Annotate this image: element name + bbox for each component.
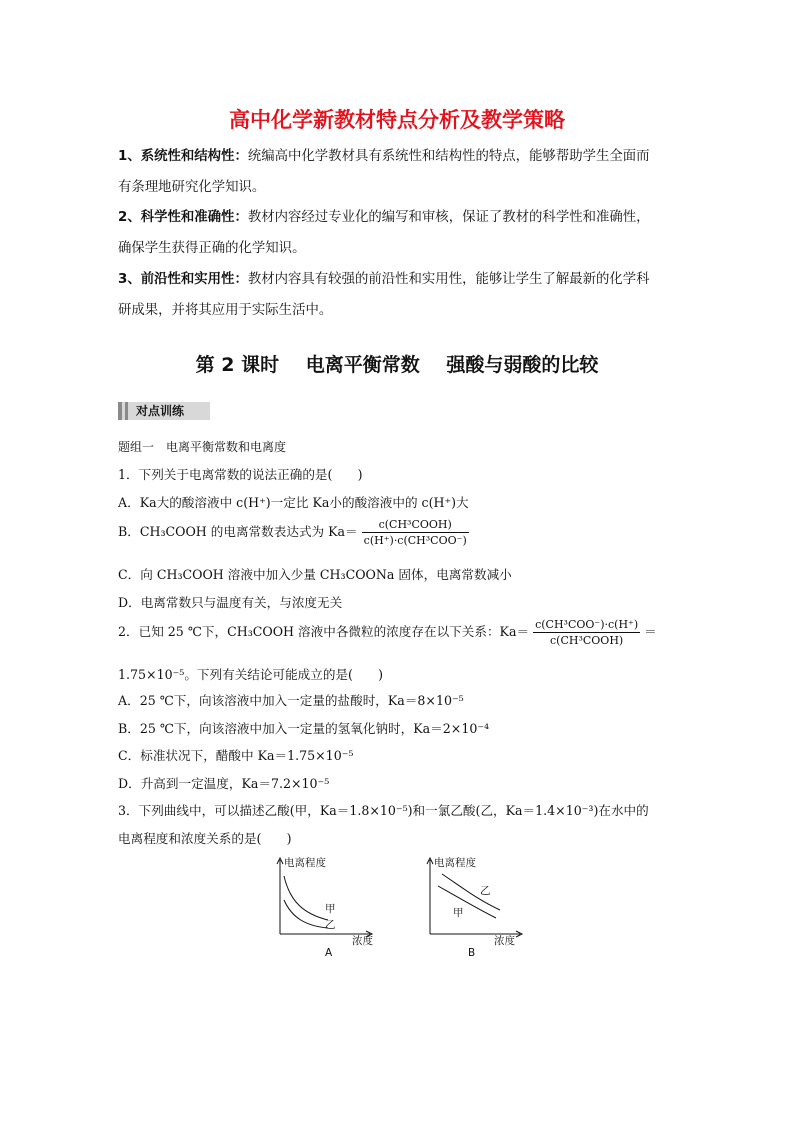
lesson-number: 第 2 课时 xyxy=(195,354,280,376)
curve-1 xyxy=(284,876,328,920)
question-option: A．25 ℃下，向该溶液中加入一定量的盐酸时，Ka＝8×10⁻⁵ xyxy=(118,693,464,708)
curve-label: 乙 xyxy=(325,919,336,931)
feature-label: 1、系统性和结构性： xyxy=(118,149,248,164)
fraction-numerator: c(CH³COO⁻)·c(H⁺) xyxy=(535,618,639,631)
question-option: C．标准状况下，醋酸中 Ka＝1.75×10⁻⁵ xyxy=(118,748,354,763)
feature-text: 研成果，并将其应用于实际生活中。 xyxy=(118,303,333,318)
group-title: 题组一 电离平衡常数和电离度 xyxy=(118,440,287,454)
x-axis-label: 浓度 xyxy=(494,935,515,947)
question-option: A．Ka大的酸溶液中 c(H⁺)一定比 Ka小的酸溶液中的 c(H⁺)大 xyxy=(118,495,469,510)
figure-b xyxy=(420,852,540,964)
question-stem: 电离程度和浓度关系的是( ) xyxy=(118,831,292,846)
feature-text: 教材内容具有较强的前沿性和实用性，能够让学生了解最新的化学科 xyxy=(247,272,650,287)
figure-a xyxy=(270,852,390,964)
x-axis-label: 浓度 xyxy=(352,935,373,947)
question-option: C．向 CH₃COOH 溶液中加入少量 CH₃COONa 固体，电离常数减小 xyxy=(118,567,512,582)
formula-fraction xyxy=(362,518,469,547)
feature-item xyxy=(118,264,680,326)
fraction-denominator: c(CH³COOH) xyxy=(550,634,624,647)
y-axis-label: 电离程度 xyxy=(434,857,476,869)
question-stem: 3．下列曲线中，可以描述乙酸(甲，Ka＝1.8×10⁻⁵)和一氯乙酸(乙，Ka＝1.4×10⁻³)在水中的 xyxy=(118,803,649,818)
stem-text: 2．已知 25 ℃下，CH₃COOH 溶液中各微粒的浓度存在以下关系：Ka＝ xyxy=(118,624,530,639)
curve-label: 甲 xyxy=(325,903,336,915)
feature-text: 教材内容经过专业化的编写和审核，保证了教材的科学性和准确性， xyxy=(247,210,650,225)
question-stem: 1.75×10⁻⁵。下列有关结论可能成立的是( ) xyxy=(118,667,384,682)
lesson-topic: 强酸与弱酸的比较 xyxy=(446,354,599,376)
curve-label: 甲 xyxy=(453,907,464,919)
feature-label: 2、科学性和准确性： xyxy=(118,210,248,225)
question-option: B．25 ℃下，向该溶液中加入一定量的氢氧化钠时，Ka＝2×10⁻⁴ xyxy=(118,721,490,736)
curve-2 xyxy=(284,900,328,928)
lesson-topic: 电离平衡常数 xyxy=(305,354,420,376)
lesson-title xyxy=(0,350,794,377)
question-stem: 1．下列关于电离常数的说法正确的是( ) xyxy=(118,467,363,482)
section-tag: 对点训练 xyxy=(118,402,210,420)
feature-item xyxy=(118,202,680,264)
feature-text: 统编高中化学教材具有系统性和结构性的特点，能够帮助学生全面而 xyxy=(247,149,650,164)
formula-fraction xyxy=(533,618,640,647)
question-stem xyxy=(118,618,657,647)
figure-caption: B xyxy=(468,947,476,959)
feature-text: 确保学生获得正确的化学知识。 xyxy=(118,241,306,256)
page-title: 高中化学新教材特点分析及教学策略 xyxy=(229,108,565,132)
stem-text: ＝ xyxy=(644,624,657,639)
fraction-numerator: c(CH³COOH) xyxy=(362,518,469,533)
feature-item xyxy=(118,141,680,203)
y-axis-label: 电离程度 xyxy=(284,857,326,869)
feature-text: 有条理地研究化学知识。 xyxy=(118,180,266,195)
curve-label: 乙 xyxy=(480,885,491,897)
question-option: D．电离常数只与温度有关，与浓度无关 xyxy=(118,595,343,610)
fraction-denominator: c(H⁺)·c(CH³COO⁻) xyxy=(363,534,467,547)
option-text: B．CH₃COOH 的电离常数表达式为 Ka＝ xyxy=(118,524,358,539)
figure-caption: A xyxy=(325,947,333,959)
question-option: D．升高到一定温度，Ka＝7.2×10⁻⁵ xyxy=(118,776,330,791)
feature-label: 3、前沿性和实用性： xyxy=(118,272,248,287)
question-option xyxy=(118,518,469,547)
